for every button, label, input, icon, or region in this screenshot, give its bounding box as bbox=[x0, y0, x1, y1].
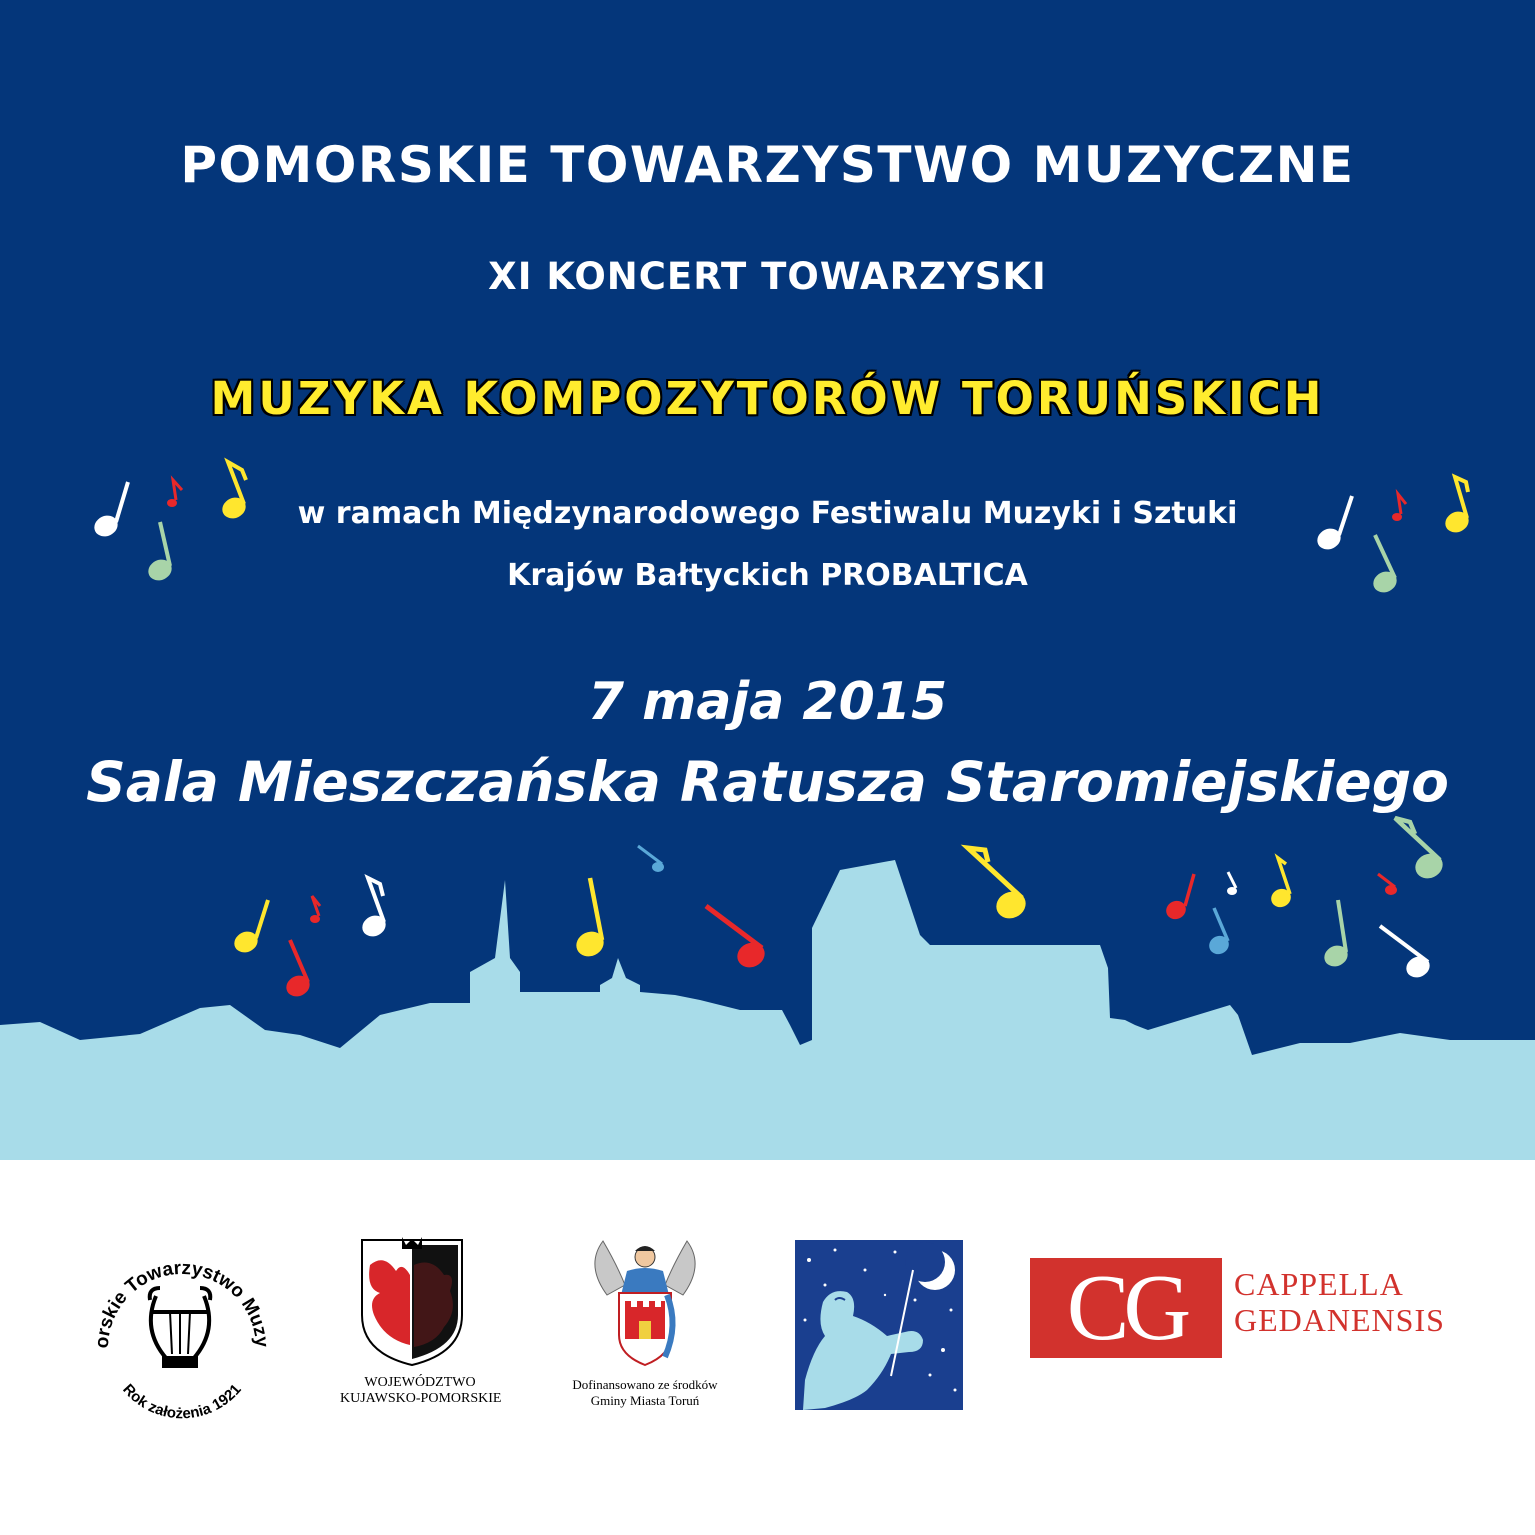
torun-logo bbox=[555, 1235, 735, 1415]
event-venue: Sala Mieszczańska Ratusza Staromiejskiego bbox=[86, 750, 1449, 814]
music-note-icon bbox=[1321, 900, 1351, 970]
torun-line-1: Dofinansowano ze środków bbox=[572, 1377, 718, 1392]
angel-coat-of-arms-icon bbox=[555, 1235, 735, 1370]
music-note-icon bbox=[1163, 874, 1194, 922]
svg-text:Pomorskie Towarzystwo Muzyczne bbox=[80, 1230, 272, 1349]
cappella-logo bbox=[1030, 1258, 1450, 1358]
violinist-moon-icon bbox=[795, 1240, 963, 1410]
cappella-line-2: GEDANENSIS bbox=[1234, 1302, 1445, 1338]
music-note-icon bbox=[1227, 872, 1237, 895]
music-note-icon bbox=[706, 906, 769, 972]
lyre-icon bbox=[150, 1288, 211, 1366]
torun-line-2: Gminy Miasta Toruń bbox=[590, 1393, 700, 1408]
sponsor-logos bbox=[0, 1160, 1535, 1535]
wojewodztwo-line-1: WOJEWÓDZTWO bbox=[364, 1375, 476, 1390]
ptm-seal bbox=[80, 1230, 280, 1430]
probaltica-logo bbox=[795, 1240, 963, 1410]
concert-title: XI KONCERT TOWARZYSKI bbox=[488, 255, 1047, 298]
festival-line-1: w ramach Międzynarodowego Festiwalu Muzyki i Sztuki bbox=[297, 496, 1238, 531]
organization-title: POMORSKIE TOWARZYSTWO MUZYCZNE bbox=[180, 136, 1355, 194]
music-note-icon bbox=[231, 900, 268, 956]
svg-text:Rok założenia 1921 bbox=[119, 1381, 244, 1423]
music-note-icon bbox=[572, 878, 608, 961]
event-date: 7 maja 2015 bbox=[587, 672, 948, 732]
music-note-icon bbox=[1206, 908, 1232, 957]
music-note-icon bbox=[1268, 858, 1294, 910]
music-note-icon bbox=[310, 896, 320, 923]
wojewodztwo-logo bbox=[340, 1235, 500, 1415]
concert-subject: MUZYKA KOMPOZYTORÓW TORUŃSKICH bbox=[210, 372, 1325, 425]
coat-of-arms-icon bbox=[340, 1235, 500, 1367]
cappella-line-1: CAPPELLA bbox=[1234, 1266, 1404, 1302]
music-note-icon bbox=[359, 878, 389, 940]
music-note-icon bbox=[968, 848, 1030, 923]
ptm-logo bbox=[80, 1230, 280, 1430]
cg-monogram-icon bbox=[1030, 1258, 1222, 1358]
ptm-founded-text: Rok założenia 1921 bbox=[119, 1380, 245, 1423]
ptm-ring-text: orskie Towarzystwo Muzy bbox=[91, 1257, 273, 1349]
music-note-icon bbox=[283, 940, 313, 1000]
music-note-icon bbox=[638, 846, 664, 872]
music-note-icon bbox=[1380, 926, 1433, 981]
music-note-icon bbox=[1395, 818, 1447, 883]
wojewodztwo-line-2: KUJAWSKO-POMORSKIE bbox=[340, 1391, 502, 1406]
festival-line-2: Krajów Bałtyckich PROBALTICA bbox=[507, 558, 1028, 593]
cg-monogram-text: CG bbox=[1066, 1256, 1186, 1360]
music-note-icon bbox=[1378, 874, 1397, 895]
